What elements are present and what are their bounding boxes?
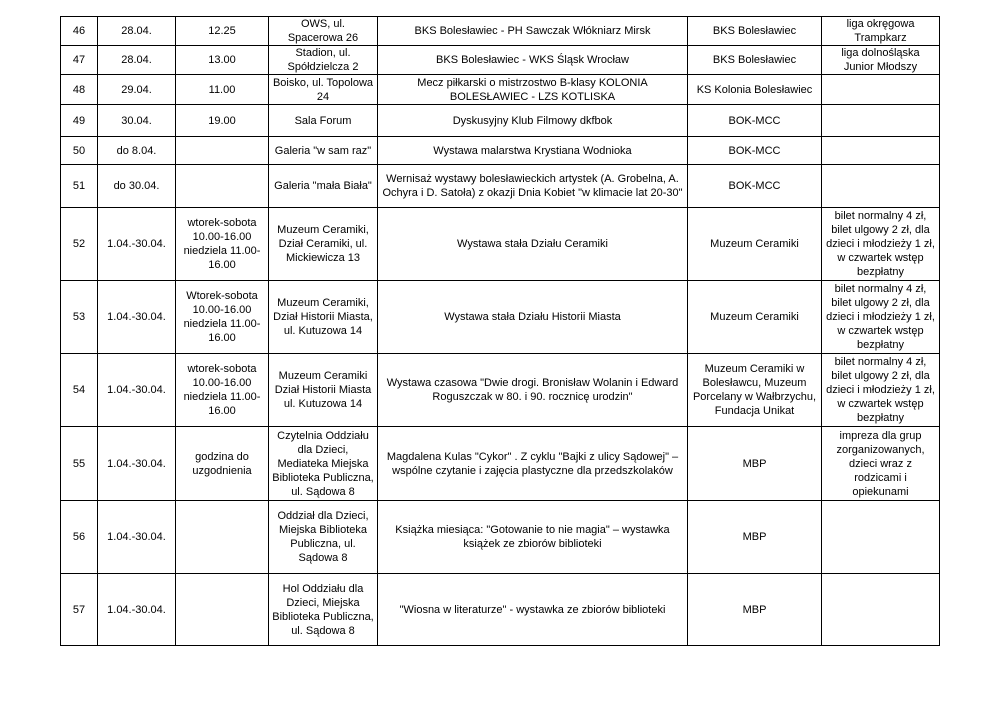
cell-nr-text: 57 [72, 603, 86, 616]
cell-nr-text: 47 [72, 54, 86, 66]
cell-time-text: 13.00 [208, 54, 236, 66]
cell-time-text: wtorek-sobota 10.00-16.00 niedziela 11.00-16.00 [183, 363, 261, 417]
cell-date [98, 427, 176, 501]
cell-date-text: 1.04.-30.04. [107, 603, 166, 616]
cell-place [269, 137, 378, 165]
cell-time [176, 354, 269, 427]
cell-time [176, 165, 269, 208]
cell-organizer [688, 354, 822, 427]
cell-nr [61, 501, 98, 574]
cell-place-text: Muzeum Ceramiki, Dział Historii Miasta, ul. Kutuzowa 14 [273, 297, 373, 337]
cell-nr-text: 49 [72, 114, 86, 127]
cell-nr [61, 17, 98, 46]
cell-notes [822, 574, 940, 646]
cell-notes-text: bilet normalny 4 zł, bilet ulgowy 2 zł, dla dzieci i młodzieży 1 zł, w czwartek wstęp bezpłatny [826, 283, 935, 351]
cell-organizer [688, 75, 822, 105]
cell-date [98, 17, 176, 46]
cell-time-text: 12.25 [208, 25, 236, 37]
cell-date-text: 1.04.-30.04. [107, 531, 166, 543]
cell-nr [61, 165, 98, 208]
cell-time [176, 46, 269, 75]
cell-place [269, 165, 378, 208]
cell-nr-text: 52 [72, 238, 86, 250]
events-table [60, 16, 940, 646]
cell-organizer-text: MBP [742, 531, 767, 543]
cell-nr [61, 105, 98, 137]
cell-time-text: wtorek-sobota 10.00-16.00 niedziela 11.00-16.00 [183, 217, 261, 271]
cell-event-text: BKS Bolesławiec - PH Sawczak Włókniarz Mirsk [414, 25, 651, 37]
cell-event-text: Wernisaż wystawy bolesławieckich artystek (A. Grobelna, A. Ochyra i D. Satoła) z okazji Dnia Kobiet "w klimacie lat 20-30" [382, 173, 683, 199]
cell-date-text: 1.04.-30.04. [107, 457, 166, 470]
table-row [61, 501, 940, 574]
cell-nr-text: 46 [72, 25, 86, 37]
cell-nr-text: 48 [72, 83, 86, 96]
cell-place [269, 574, 378, 646]
cell-date [98, 137, 176, 165]
cell-place-text: Czytelnia Oddziału dla Dzieci, Mediateka Miejska Biblioteka Publiczna, ul. Sądowa 8 [272, 429, 374, 498]
cell-place [269, 354, 378, 427]
cell-organizer [688, 574, 822, 646]
cell-notes [822, 354, 940, 427]
cell-nr-text: 53 [72, 311, 86, 323]
cell-place-text: Stadion, ul. Spółdzielcza 2 [287, 47, 359, 73]
cell-organizer [688, 137, 822, 165]
cell-event-text: "Wiosna w literaturze" - wystawka ze zbiorów biblioteki [399, 603, 666, 616]
cell-organizer-text: BOK-MCC [728, 180, 781, 192]
table-row [61, 137, 940, 165]
cell-organizer [688, 281, 822, 354]
cell-event [378, 75, 688, 105]
cell-place [269, 208, 378, 281]
cell-nr [61, 46, 98, 75]
cell-nr-text: 51 [72, 180, 86, 192]
cell-date [98, 75, 176, 105]
cell-time-text: 19.00 [208, 114, 236, 127]
cell-time [176, 427, 269, 501]
cell-time [176, 75, 269, 105]
cell-date-text: do 8.04. [116, 144, 157, 157]
cell-event [378, 427, 688, 501]
cell-notes-text: liga okręgowa Trampkarz [846, 18, 915, 44]
cell-event [378, 354, 688, 427]
cell-place-text: Galeria "mała Biała" [274, 180, 372, 192]
cell-nr [61, 427, 98, 501]
cell-notes [822, 105, 940, 137]
cell-time [176, 105, 269, 137]
cell-place-text: Galeria "w sam raz" [274, 144, 372, 157]
cell-nr-text: 56 [72, 531, 86, 543]
cell-date-text: 28.04. [121, 54, 152, 66]
table-row [61, 17, 940, 46]
cell-time [176, 501, 269, 574]
cell-date [98, 574, 176, 646]
cell-event-text: Wystawa malarstwa Krystiana Wodnioka [433, 144, 632, 157]
cell-place [269, 427, 378, 501]
cell-event-text: Książka miesiąca: "Gotowanie to nie magia" – wystawka książek ze zbiorów biblioteki [395, 524, 670, 550]
cell-notes [822, 427, 940, 501]
cell-nr-text: 55 [72, 457, 86, 470]
cell-time [176, 574, 269, 646]
cell-time-text: 11.00 [208, 83, 236, 96]
cell-nr [61, 354, 98, 427]
cell-place [269, 17, 378, 46]
cell-time-text: godzina do uzgodnienia [192, 450, 252, 477]
cell-organizer [688, 501, 822, 574]
cell-organizer [688, 105, 822, 137]
cell-nr [61, 208, 98, 281]
cell-event-text: Dyskusyjny Klub Filmowy dkfbok [452, 114, 613, 127]
cell-nr-text: 50 [72, 144, 86, 157]
cell-date [98, 46, 176, 75]
cell-event [378, 574, 688, 646]
cell-organizer-text: KS Kolonia Bolesławiec [696, 83, 813, 96]
cell-date-text: 30.04. [121, 114, 152, 127]
cell-event-text: Wystawa stała Działu Ceramiki [457, 238, 608, 250]
cell-place [269, 46, 378, 75]
cell-nr [61, 75, 98, 105]
cell-event-text: Magdalena Kulas "Cykor" . Z cyklu "Bajki z ulicy Sądowej" – wspólne czytanie i zajęcia plastyczne dla przedszkolaków [386, 450, 679, 477]
cell-notes-text: impreza dla grup zorganizowanych, dzieci wraz z rodzicami i opiekunami [836, 429, 925, 498]
cell-event [378, 208, 688, 281]
cell-place-text: Muzeum Ceramiki Dział Historii Miasta ul. Kutuzowa 14 [274, 370, 372, 410]
cell-event-text: BKS Bolesławiec - WKS Śląsk Wrocław [436, 54, 629, 66]
cell-organizer [688, 46, 822, 75]
cell-event-text: Mecz piłkarski o mistrzostwo B-klasy KOLONIA BOLESŁAWIEC - LZS KOTLISKA [417, 76, 648, 103]
cell-organizer [688, 208, 822, 281]
cell-nr-text: 54 [72, 384, 86, 396]
cell-notes [822, 501, 940, 574]
table-row [61, 574, 940, 646]
cell-organizer [688, 165, 822, 208]
cell-place-text: Muzeum Ceramiki, Dział Ceramiki, ul. Mickiewicza 13 [277, 224, 369, 264]
cell-time [176, 208, 269, 281]
cell-organizer-text: Muzeum Ceramiki w Bolesławcu, Muzeum Porcelany w Wałbrzychu, Fundacja Unikat [692, 363, 817, 417]
cell-date [98, 281, 176, 354]
cell-organizer-text: BKS Bolesławiec [712, 54, 797, 66]
cell-notes [822, 137, 940, 165]
cell-event [378, 137, 688, 165]
cell-organizer-text: MBP [742, 457, 767, 470]
cell-place-text: Oddział dla Dzieci, Miejska Biblioteka Publiczna, ul. Sądowa 8 [277, 510, 369, 564]
cell-place-text: Boisko, ul. Topolowa 24 [272, 76, 374, 103]
cell-date [98, 165, 176, 208]
cell-place-text: Hol Oddziału dla Dzieci, Miejska Biblioteka Publiczna, ul. Sądowa 8 [272, 582, 374, 637]
cell-event-text: Wystawa czasowa "Dwie drogi. Bronisław Wolanin i Edward Roguszczak w 80. i 90. rocznicę urodzin" [386, 377, 679, 403]
cell-event [378, 501, 688, 574]
cell-notes-text: liga dolnośląska Junior Młodszy [841, 47, 920, 73]
table-row [61, 75, 940, 105]
cell-date-text: 1.04.-30.04. [107, 384, 166, 396]
cell-notes [822, 281, 940, 354]
cell-place [269, 75, 378, 105]
cell-organizer-text: BOK-MCC [728, 114, 781, 127]
cell-notes [822, 208, 940, 281]
cell-event [378, 105, 688, 137]
cell-notes [822, 17, 940, 46]
cell-notes-text: bilet normalny 4 zł, bilet ulgowy 2 zł, dla dzieci i młodzieży 1 zł, w czwartek wstęp bezpłatny [826, 356, 935, 424]
cell-date-text: 1.04.-30.04. [107, 238, 166, 250]
cell-notes [822, 165, 940, 208]
cell-place [269, 501, 378, 574]
cell-place-text: OWS, ul. Spacerowa 26 [287, 18, 359, 44]
cell-organizer [688, 427, 822, 501]
table-row [61, 354, 940, 427]
cell-organizer-text: BOK-MCC [728, 144, 781, 157]
table-row [61, 427, 940, 501]
cell-time [176, 17, 269, 46]
cell-date [98, 208, 176, 281]
cell-date-text: 29.04. [121, 83, 152, 96]
cell-event [378, 281, 688, 354]
cell-event [378, 165, 688, 208]
table-row [61, 208, 940, 281]
table-row [61, 281, 940, 354]
cell-notes-text: bilet normalny 4 zł, bilet ulgowy 2 zł, dla dzieci i młodzieży 1 zł, w czwartek wstęp bezpłatny [826, 210, 935, 278]
cell-organizer-text: Muzeum Ceramiki [710, 311, 799, 323]
events-table-body [61, 17, 940, 646]
cell-date-text: 28.04. [121, 25, 152, 37]
cell-date-text: do 30.04. [113, 180, 160, 192]
cell-event [378, 46, 688, 75]
cell-notes [822, 75, 940, 105]
cell-time [176, 137, 269, 165]
cell-date [98, 105, 176, 137]
cell-organizer-text: MBP [742, 603, 767, 616]
table-row [61, 165, 940, 208]
cell-notes [822, 46, 940, 75]
cell-event [378, 17, 688, 46]
table-row [61, 105, 940, 137]
cell-nr [61, 281, 98, 354]
cell-organizer-text: BKS Bolesławiec [712, 25, 797, 37]
cell-place-text: Sala Forum [294, 114, 352, 127]
cell-organizer-text: Muzeum Ceramiki [710, 238, 799, 250]
table-row [61, 46, 940, 75]
cell-time [176, 281, 269, 354]
cell-date [98, 501, 176, 574]
cell-place [269, 105, 378, 137]
cell-date [98, 354, 176, 427]
cell-date-text: 1.04.-30.04. [107, 311, 166, 323]
cell-event-text: Wystawa stała Działu Historii Miasta [444, 311, 621, 323]
cell-nr [61, 137, 98, 165]
cell-place [269, 281, 378, 354]
cell-nr [61, 574, 98, 646]
cell-organizer [688, 17, 822, 46]
cell-time-text: Wtorek-sobota 10.00-16.00 niedziela 11.00-16.00 [183, 290, 261, 344]
